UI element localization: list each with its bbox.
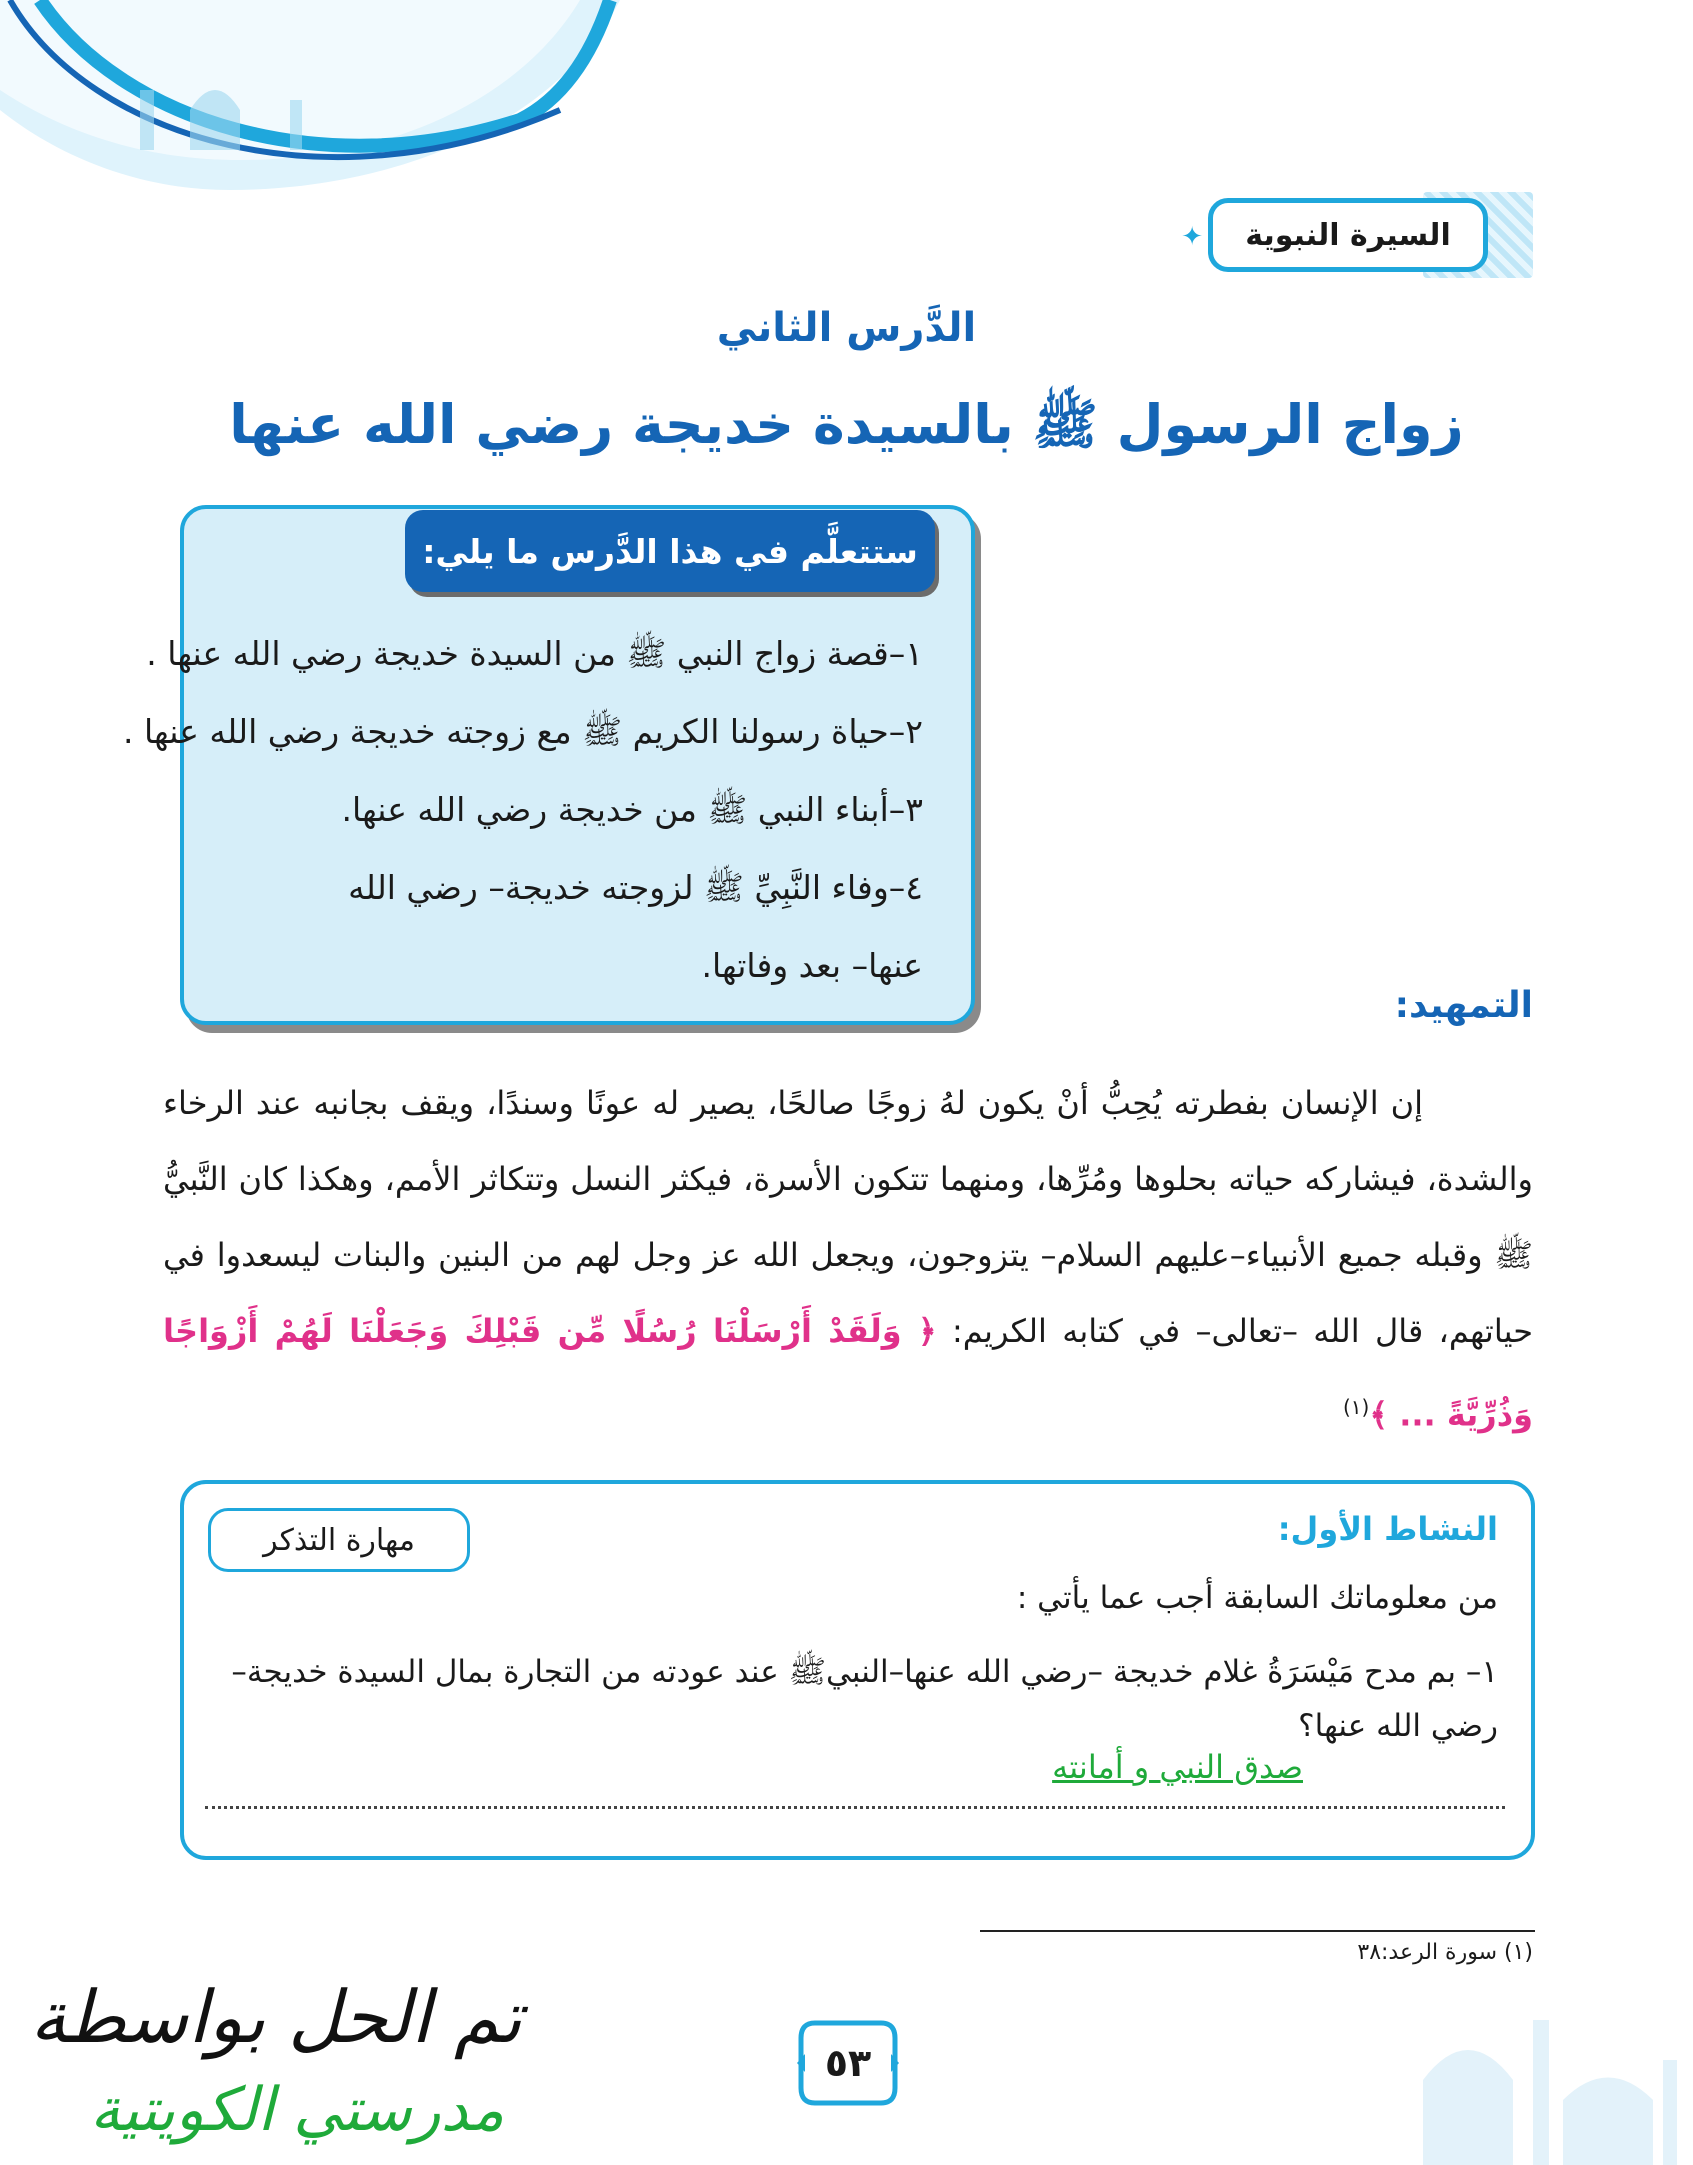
objective-item: ١–قصة زواج النبي ﷺ من السيدة خديجة رضي الله عنها . xyxy=(146,634,923,673)
answer-text[interactable]: صدق النبي و أمانته xyxy=(1052,1748,1303,1786)
footnote-marker: (١) xyxy=(1342,1395,1370,1419)
introduction-text: إن الإنسان بفطرته يُحِبُّ أنْ يكون لهُ زوجًا صالحًا، يصير له عونًا وسندًا، ويقف بجانبه عند الرخاء والشدة، فيشاركه حياته بحلوها ومُرِّها، ومنهما تتكون الأسرة، فيكثر النسل وتتكاثر الأمم، وهكذا كان النَّبيُّ ﷺ وقبله جميع الأنبياء–عليهم السلام– يتزوجون، ويجعل الله عز وجل لهم من البنين والبنات ليسعدوا في حياتهم، قال الله –تعالى– في كتابه الكريم: xyxy=(163,1084,1534,1350)
answer-line xyxy=(205,1805,1505,1809)
watermark-line-1: تم الحل بواسطة xyxy=(30,1975,522,2059)
page-number: ٥٣ xyxy=(824,2041,872,2085)
lesson-number: الدَّرس الثاني xyxy=(716,305,977,351)
footnote-divider xyxy=(980,1930,1535,1932)
objective-item: ٤–وفاء النَّبِيِّ ﷺ لزوجته خديجة– رضي الله xyxy=(348,868,923,907)
corner-wave-decoration xyxy=(0,0,620,190)
section-tab xyxy=(1093,192,1533,278)
introduction-body xyxy=(163,1065,1533,1453)
page-number-badge xyxy=(795,2018,901,2108)
section-label: السيرة النبوية xyxy=(1208,198,1488,272)
quran-verse: ﴿ وَلَقَدْ أَرْسَلْنَا رُسُلًا مِّن قَبْلِكَ وَجَعَلْنَا لَهُمْ أَزْوَاجًا وَذُرِّيَّةً ... ﴾ xyxy=(163,1312,1533,1434)
activity-title: النشاط الأول: xyxy=(1277,1510,1498,1548)
objectives-list xyxy=(123,615,923,1005)
objective-item: ٣–أبناء النبي ﷺ من خديجة رضي الله عنها. xyxy=(341,790,923,829)
ornament-icon: ✦ xyxy=(1181,222,1203,252)
objectives-heading: ستتعلَّم في هذا الدَّرس ما يلي: xyxy=(405,510,935,592)
skill-badge: مهارة التذكر xyxy=(208,1508,470,1572)
activity-prompt: من معلوماتك السابقة أجب عما يأتي : xyxy=(1016,1580,1498,1616)
introduction-paragraph xyxy=(163,1065,1533,1453)
footnote: (١) سورة الرعد:٣٨ xyxy=(1357,1940,1533,1965)
mosque-silhouette-decoration xyxy=(1393,1960,1693,2165)
objective-item: عنها– بعد وفاتها. xyxy=(701,946,923,985)
introduction-title: التمهيد: xyxy=(1394,985,1533,1026)
activity-question: ١– بم مدح مَيْسَرَةُ غلام خديجة –رضي الله عنها–النبيﷺ عند عودته من التجارة بمال السيدة خديجة– رضي الله عنها؟ xyxy=(231,1654,1498,1744)
objective-item: ٢–حياة رسولنا الكريم ﷺ مع زوجته خديجة رضي الله عنها . xyxy=(123,712,923,751)
watermark-line-2: مدرستي الكويتية xyxy=(90,2075,505,2145)
lesson-title: زواج الرسول ﷺ بالسيدة خديجة رضي الله عنها xyxy=(229,393,1464,456)
